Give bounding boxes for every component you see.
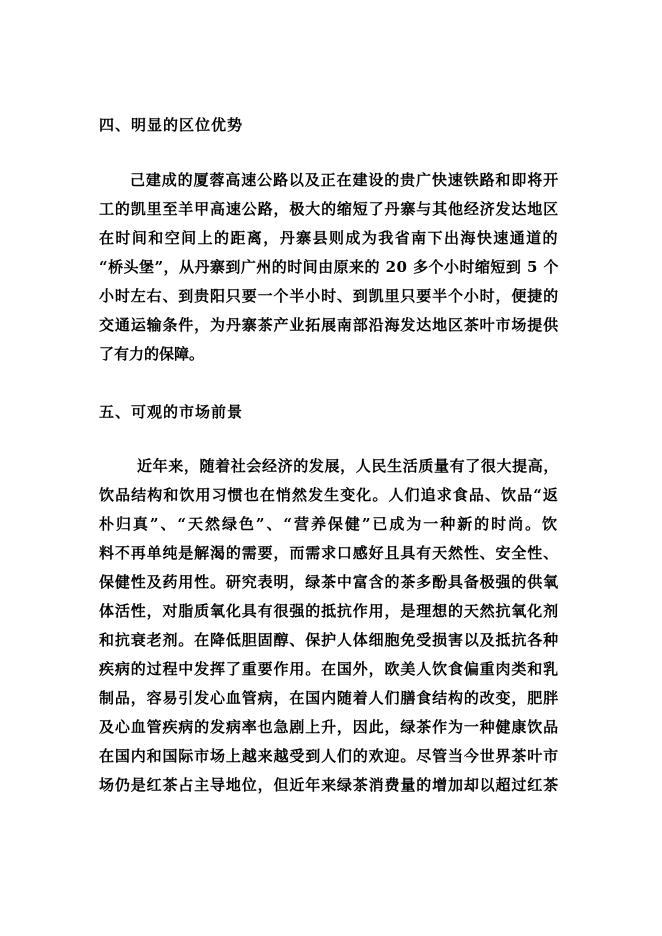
paragraph-line: 小时左右、到贵阳只要一个半小时、到凯里只要半个小时，便捷的 bbox=[99, 287, 559, 305]
paragraph-line: 近年来，随着社会经济的发展，人民生活质量有了很大提高， bbox=[137, 457, 559, 475]
paragraph-line: 料不再单纯是解渴的需要，而需求口感好且具有天然性、安全性、 bbox=[99, 544, 559, 562]
section-heading-location: 四、明显的区位优势 bbox=[99, 116, 244, 134]
paragraph-line: 了有力的保障。 bbox=[99, 345, 205, 363]
paragraph-location-advantage bbox=[99, 166, 559, 369]
paragraph-line: 朴归真”、“天然绿色”、“营养保健”已成为一种新的时尚。饮 bbox=[99, 515, 559, 533]
paragraph-line: 疾病的过程中发挥了重要作用。在国外，欧美人饮食偏重肉类和乳 bbox=[99, 660, 559, 678]
paragraph-line: 保健性及药用性。研究表明，绿茶中富含的茶多酚具备极强的供氧 bbox=[99, 573, 559, 591]
section-heading-market: 五、可观的市场前景 bbox=[99, 403, 244, 421]
paragraph-line: 交通运输条件，为丹寨茶产业拓展南部沿海发达地区茶叶市场提供 bbox=[99, 316, 559, 334]
paragraph-line: 体活性，对脂质氧化具有很强的抵抗作用，是理想的天然抗氧化剂 bbox=[99, 602, 559, 620]
paragraph-line: 己建成的厦蓉高速公路以及正在建设的贵广快速铁路和即将开 bbox=[130, 171, 559, 189]
paragraph-line: 在时间和空间上的距离，丹寨县则成为我省南下出海快速通道的 bbox=[99, 229, 559, 247]
paragraph-line: 制品，容易引发心血管病，在国内随着人们膳食结构的改变，肥胖 bbox=[99, 689, 559, 707]
paragraph-line: 饮品结构和饮用习惯也在悄然发生变化。人们追求食品、饮品“返 bbox=[99, 486, 559, 504]
paragraph-market-prospect bbox=[99, 452, 559, 800]
paragraph-line: 场仍是红茶占主导地位，但近年来绿茶消费量的增加却以超过红茶 bbox=[99, 776, 559, 794]
paragraph-line: 在国内和国际市场上越来越受到人们的欢迎。尽管当今世界茶叶市 bbox=[99, 747, 559, 765]
paragraph-line: 工的凯里至羊甲高速公路，极大的缩短了丹寨与其他经济发达地区 bbox=[99, 200, 559, 218]
paragraph-line: “桥头堡”，从丹寨到广州的时间由原来的 20 多个小时缩短到 5 个 bbox=[99, 258, 559, 276]
paragraph-line: 和抗衰老剂。在降低胆固醇、保护人体细胞免受损害以及抵抗各种 bbox=[99, 631, 559, 649]
paragraph-line: 及心血管疾病的发病率也急剧上升，因此，绿茶作为一种健康饮品 bbox=[99, 718, 559, 736]
